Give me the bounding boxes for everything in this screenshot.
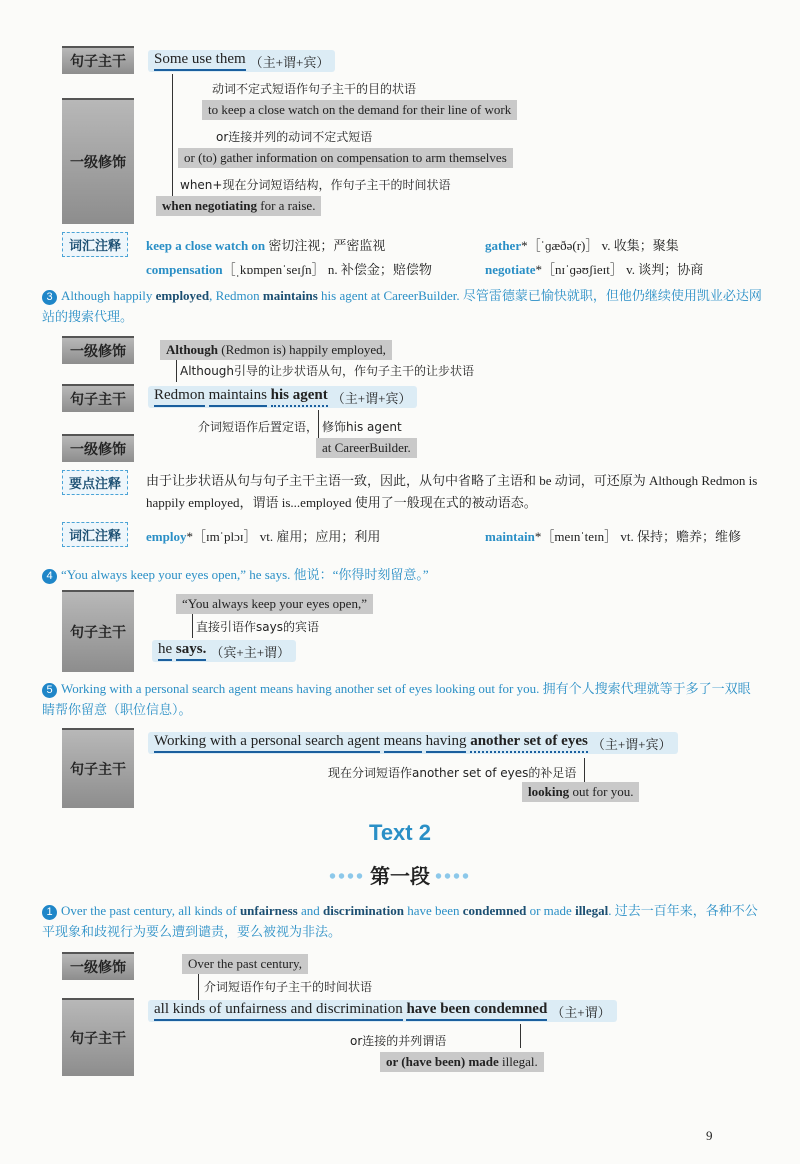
sentence-number-badge: 1 — [42, 905, 57, 920]
tag-first-modifier: 一级修饰 — [62, 952, 134, 980]
sentence-number-badge: 3 — [42, 290, 57, 305]
modifier-phrase: to keep a close watch on the demand for their line of work — [202, 100, 517, 120]
arrow-line — [172, 74, 173, 200]
tag-sentence-trunk: 句子主干 — [62, 998, 134, 1076]
main-clause-text: Some use them — [154, 51, 246, 71]
tag-first-modifier: 一级修饰 — [62, 98, 134, 224]
vocab-phonetic: ［ˌkɒmpenˈseɪʃn］ — [222, 262, 325, 277]
vocab-word: negotiate — [485, 262, 536, 277]
modifier-phrase: “You always keep your eyes open,” — [176, 594, 373, 614]
paragraph-heading: •••• 第一段 •••• — [328, 866, 472, 888]
vocab-label: 词汇注释 — [62, 522, 128, 547]
keyword: when negotiating — [162, 198, 257, 213]
text2-sentence-1: 1 Over the past century, all kinds of unfairness and discrimination have been condemned or made illegal. 过去一百年来，各种不公平现象和歧视行为要么遭到谴责，要么被视为非法。 — [42, 903, 758, 939]
section-title: Text 2 — [369, 820, 431, 845]
modifier-phrase — [156, 196, 321, 216]
vocab-def: v. 收集；聚集 — [601, 238, 679, 253]
modifier-phrase: at CareerBuilder. — [316, 438, 417, 458]
sentence-5: 5 Working with a personal search agent means having another set of eyes looking out for you. 拥有个人搜索代理就等于多了一双眼睛帮你留意（职位信息）。 — [42, 681, 751, 717]
note: 介词短语作句子主干的时间状语 — [204, 980, 373, 994]
main-clause: Redmon maintains his agent （主+谓+宾） — [148, 386, 417, 408]
tag-sentence-trunk: 句子主干 — [62, 384, 134, 412]
vocab-entry — [485, 235, 679, 254]
vocab-phonetic: *［nɪˈɡəʊʃieɪt］ — [535, 262, 623, 277]
arrow-line — [198, 974, 199, 1000]
key-points-label: 要点注释 — [62, 470, 128, 495]
page-number: 9 — [706, 1128, 713, 1143]
tag-sentence-trunk: 句子主干 — [62, 728, 134, 808]
note: Although引导的让步状语从句，作句子主干的让步状语 — [180, 364, 475, 378]
arrow-line — [176, 360, 177, 382]
tag-sentence-trunk: 句子主干 — [62, 590, 134, 672]
vocab-entry — [485, 259, 703, 278]
tag-sentence-trunk: 句子主干 — [62, 46, 134, 74]
vocab-phonetic: *［ˈɡæðə(r)］ — [521, 238, 599, 253]
note: or连接的并列谓语 — [350, 1034, 447, 1048]
arrow-line — [520, 1024, 521, 1048]
main-clause — [148, 50, 335, 72]
note: or连接并列的动词不定式短语 — [216, 130, 373, 144]
key-points-text: 由于让步状语从句与句子主干主语一致，因此，从句中省略了主语和 be 动词，可还原为 Although Redmon is happily employed，谓语 is...employed 使用了一般现在式的被动语态。 — [146, 473, 758, 510]
vocab-entry — [146, 259, 432, 278]
note: when+现在分词短语结构，作句子主干的时间状语 — [180, 178, 451, 192]
note: 现在分词短语作another set of eyes的补足语 — [328, 766, 577, 780]
modifier-phrase: Over the past century, — [182, 954, 308, 974]
vocab-def: n. 补偿金；赔偿物 — [327, 262, 432, 277]
note: 介词短语作后置定语， — [198, 420, 319, 434]
vocab-entry — [146, 235, 385, 254]
vocab-def: 密切注视；严密监视 — [268, 238, 386, 253]
modifier-rest: for a raise. — [256, 198, 316, 213]
vocab-word: compensation — [146, 262, 223, 277]
vocab-def: v. 谈判；协商 — [626, 262, 704, 277]
arrow-line — [318, 410, 319, 438]
vocab-word: keep a close watch on — [146, 238, 266, 253]
tag-first-modifier: 一级修饰 — [62, 336, 134, 364]
vocab-label: 词汇注释 — [62, 232, 128, 257]
main-clause: he says. （宾+主+谓） — [152, 640, 296, 662]
tag-first-modifier: 一级修饰 — [62, 434, 134, 462]
modifier-phrase: or (to) gather information on compensation to arm themselves — [178, 148, 513, 168]
dots-decoration: •••• — [328, 866, 365, 888]
main-clause: Working with a personal search agent means having another set of eyes （主+谓+宾） — [148, 732, 678, 754]
sentence-number-badge: 5 — [42, 683, 57, 698]
arrow-line — [192, 614, 193, 638]
modifier-phrase: or (have been) made illegal. — [380, 1052, 544, 1072]
vocab-entry: employ*［ɪmˈplɔɪ］ vt. 雇用；应用；利用 — [146, 529, 381, 544]
note: 直接引语作says的宾语 — [196, 620, 319, 634]
main-clause: all kinds of unfairness and discrimination have been condemned （主+谓） — [148, 1000, 617, 1022]
vocab-word: gather — [485, 238, 522, 253]
note: 修饰his agent — [322, 420, 402, 434]
grammar-note: （主+谓+宾） — [249, 54, 330, 70]
arrow-line — [584, 758, 585, 782]
dots-decoration: •••• — [435, 866, 472, 888]
modifier-phrase: Although (Redmon is) happily employed, — [160, 340, 392, 360]
modifier-phrase: looking out for you. — [522, 782, 639, 802]
note: 动词不定式短语作句子主干的目的状语 — [212, 82, 417, 96]
sentence-4: 4 “You always keep your eyes open,” he says. 他说：“你得时刻留意。” — [42, 564, 762, 585]
sentence-3: 3 Although happily employed, Redmon maintains his agent at CareerBuilder. 尽管雷德蒙已愉快就职，但他仍继续使用凯业必达网站的搜索代理。 — [42, 288, 762, 324]
vocab-entry: maintain*［meɪnˈteɪn］ vt. 保持；赡养；维修 — [485, 529, 742, 544]
sentence-number-badge: 4 — [42, 569, 57, 584]
